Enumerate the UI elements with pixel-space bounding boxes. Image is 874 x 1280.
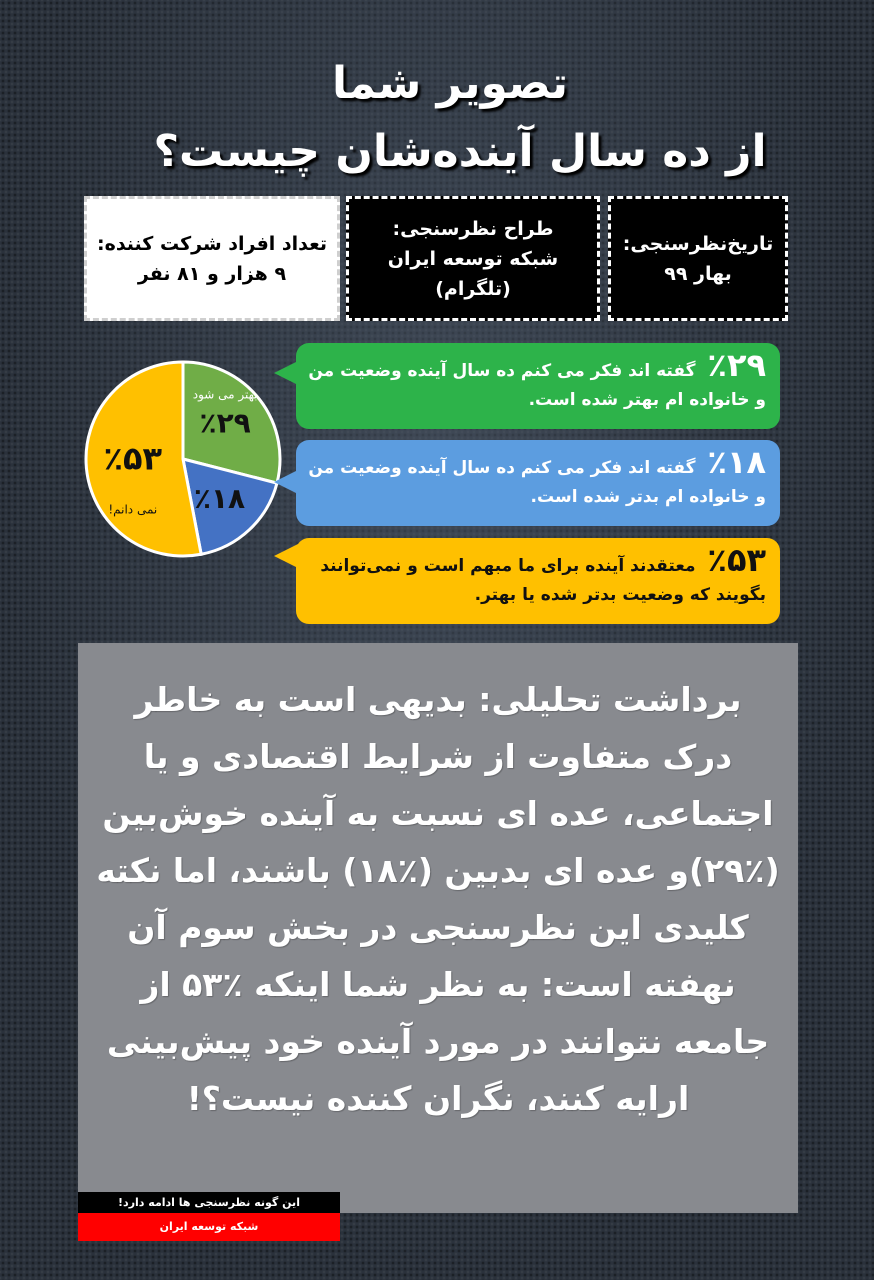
callout-worse [296,440,780,526]
footer-notice: این گونه نظرسنجی ها ادامه دارد! [78,1192,340,1213]
callout-unknown-text: معتقدند آینده برای ما مبهم است و نمی‌توانند بگویند که وضعیت بدتر شده یا بهتر. [320,556,766,605]
survey-date-box [608,196,788,321]
callout-better-percent: ٪۲۹ [707,346,766,384]
callout-pointer [274,470,298,494]
callout-pointer [274,361,298,385]
analysis-panel [78,643,798,1213]
survey-date-label: تاریخ‌نظرسنجی: [622,232,774,255]
survey-date-value: بهار ۹۹ [664,262,732,285]
pie-value-label-1: ٪۱۸ [193,481,246,515]
pie-category-label-0: بهتر می شود [192,387,258,402]
pie-value-label-0: ٪۲۹ [199,406,251,440]
callout-better-text: گفته اند فکر می کنم ده سال آینده وضعیت من و خانواده ام بهتر شده است. [308,361,766,410]
callout-better [296,343,780,429]
pie-value-label-2: ٪۵۳ [103,439,163,478]
survey-designer-sub: (تلگرام) [435,277,511,300]
callout-worse-text: گفته اند فکر می کنم ده سال آینده وضعیت من و خانواده ام بدتر شده است. [308,458,766,507]
participants-value: ۹ هزار و ۸۱ نفر [137,262,287,285]
page-title-line-1: تصویر شما [332,58,568,109]
participants-box [84,196,340,321]
analysis-text: برداشت تحلیلی: بدیهی است به خاطر درک متفاوت از شرایط اقتصادی و یا اجتماعی، عده ای نسبت به آینده خوش‌بین (٪۲۹)و عده ای بدبین (٪۱۸) باشند، اما نکته کلیدی این نظرسنجی در بخش سوم آن نهفته است: به نظر شما اینکه ٪۵۳ از جامعه نتوانند در مورد آینده خود پیش‌بینی ارایه کنند، نگران کننده نیست؟! [96,680,780,1118]
participants-label: تعداد افراد شرکت کننده: [97,232,327,255]
callout-unknown [296,538,780,624]
survey-designer-box [346,196,600,321]
callout-pointer [274,544,298,568]
pie-category-label-2: نمی دانم! [108,502,158,517]
callout-unknown-percent: ٪۵۳ [707,541,766,579]
survey-designer-value: شبکه توسعه ایران [387,247,559,270]
page-title-line-2: از ده سال آینده‌شان چیست؟ [153,126,767,177]
footer-brand: شبکه توسعه ایران [78,1213,340,1241]
callout-worse-percent: ٪۱۸ [707,443,766,481]
survey-designer-label: طراح نظرسنجی: [392,217,554,240]
pie-chart [80,356,286,562]
